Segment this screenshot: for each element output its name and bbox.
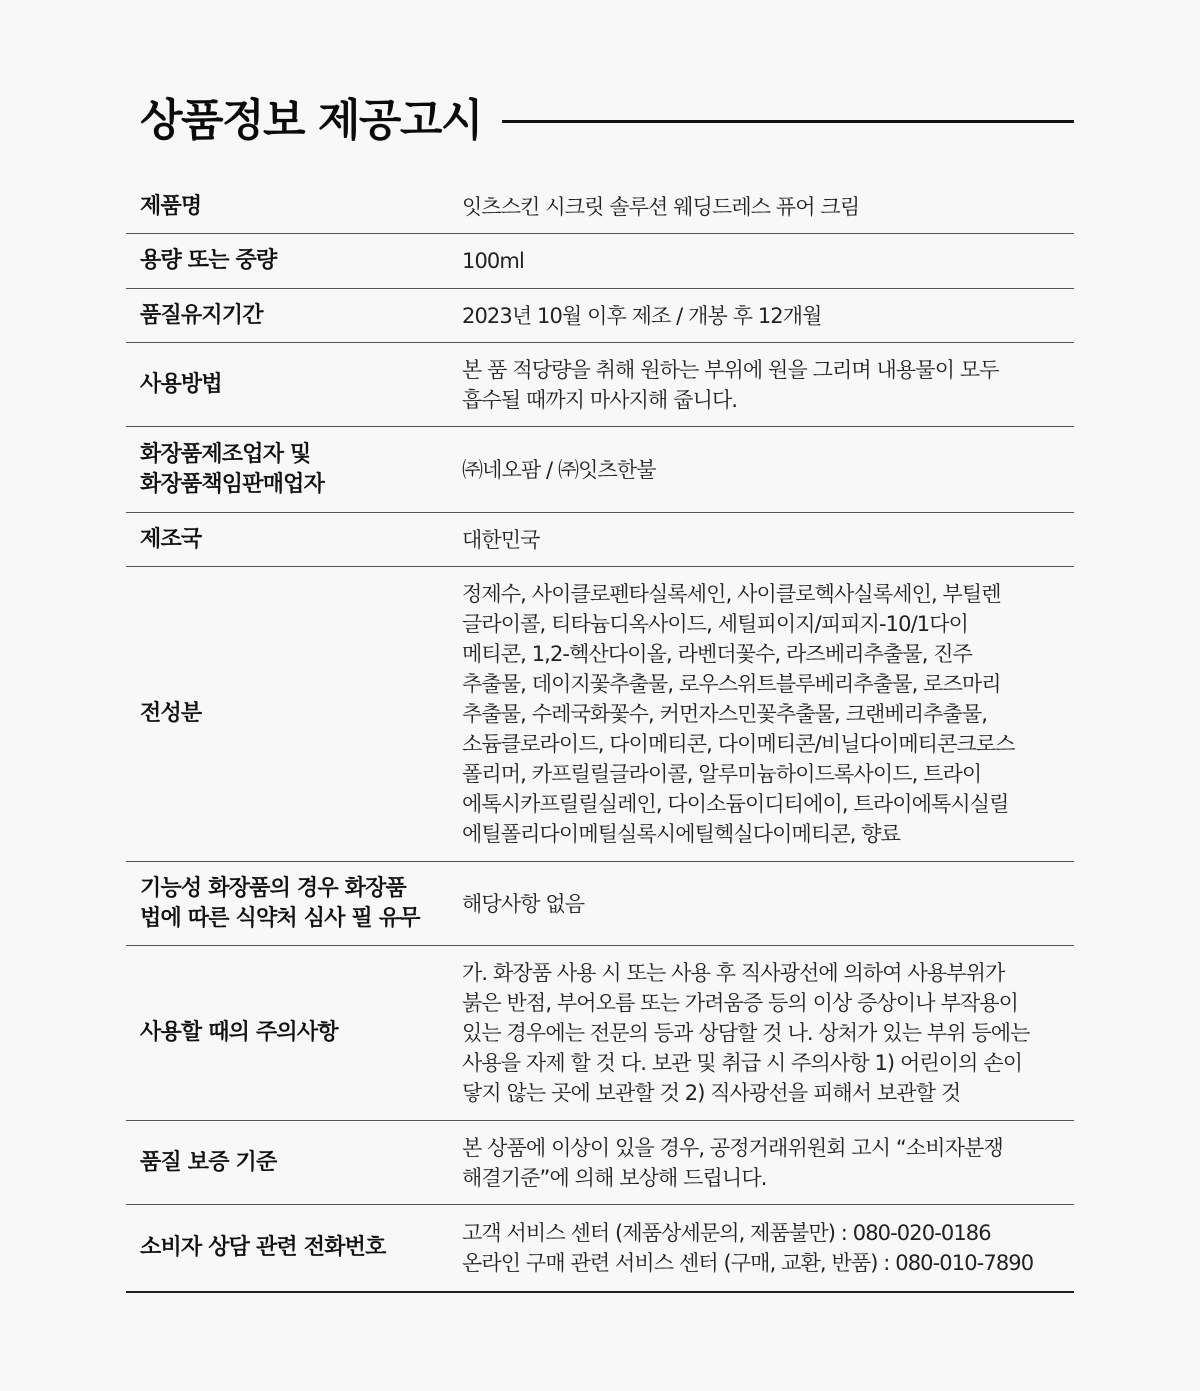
- row-value: 가. 화장품 사용 시 또는 사용 후 직사광선에 의하여 사용부위가 붉은 반점, 부어오름 또는 가려움증 등의 이상 증상이나 부작용이 있는 경우에는 전문의 등과 상담할 것 나. 상처가 있는 부위 등에는 사용을 자제 할 것 다. 보관 및 취급 시 주의사항 1) 어린이의 손이 닿지 않는 곳에 보관할 것 2) 직사광선을 피해서 보관할 것: [462, 961, 1030, 1105]
- page-title: 상품정보 제공고시: [140, 95, 482, 146]
- row-value: 정제수, 사이클로펜타실록세인, 사이클로헥사실록세인, 부틸렌 글라이콜, 티타늄디옥사이드, 세틸피이지/피피지-10/1다이 메티콘, 1,2-헥산다이올, 라벤더꽃수, 라즈베리추출물, 진주 추출물, 데이지꽃추출물, 로우스위트블루베리추출물, 로즈마리 추출물, 수레국화꽃수, 커먼자스민꽃추출물, 크랜베리추출물, 소듐클로라이드, 다이메티콘, 다이메티콘/비닐다이메티콘크로스 폴리머, 카프릴릴글라이콜, 알루미늄하이드록사이드, 트라이 에톡시카프릴릴실레인, 다이소듐이디티에이, 트라이에톡시실릴 에틸폴리다이메틸실록시에틸헥실다이메티콘, 향료: [462, 582, 1015, 846]
- table-row-quality-guarantee: [126, 1121, 1074, 1205]
- row-label: 화장품제조업자 및 화장품책임판매업자: [140, 441, 325, 497]
- row-value: 본 품 적당량을 취해 원하는 부위에 원을 그리며 내용물이 모두 흡수될 때까지 마사지해 줍니다.: [462, 357, 999, 412]
- row-label: 품질 보증 기준: [140, 1149, 277, 1175]
- table-row-manufacturer: [126, 427, 1074, 513]
- row-value: ㈜네오팜 / ㈜잇츠한불: [462, 457, 656, 482]
- row-value: 100ml: [462, 249, 524, 273]
- row-value: 고객 서비스 센터 (제품상세문의, 제품불만) : 080-020-0186 온라인 구매 관련 서비스 센터 (구매, 교환, 반품) : 080-010-7890: [462, 1221, 1034, 1275]
- table-row-product-name: [126, 180, 1074, 234]
- table-row-volume: [126, 234, 1074, 289]
- table-row-shelf-life: [126, 289, 1074, 343]
- row-value: 대한민국: [462, 527, 540, 552]
- product-info-table: [126, 180, 1074, 1293]
- row-label: 품질유지기간: [140, 302, 263, 328]
- row-label: 전성분: [140, 701, 202, 726]
- table-row-country: [126, 513, 1074, 567]
- row-value: 해당사항 없음: [462, 891, 585, 916]
- row-value: 본 상품에 이상이 있을 경우, 공정거래위원회 고시 “소비자분쟁 해결기준”에 의해 보상해 드립니다.: [462, 1135, 1003, 1190]
- table-row-ingredients: [126, 567, 1074, 862]
- row-label: 제조국: [140, 526, 202, 552]
- table-row-usage: [126, 343, 1074, 427]
- row-label: 사용할 때의 주의사항: [140, 1020, 338, 1045]
- row-label: 기능성 화장품의 경우 화장품 법에 따른 식약처 심사 필 유무: [140, 875, 420, 931]
- table-row-precautions: [126, 946, 1074, 1121]
- header: [140, 88, 1074, 154]
- title-divider: [502, 120, 1074, 123]
- row-value: 2023년 10월 이후 제조 / 개봉 후 12개월: [462, 303, 822, 328]
- table-row-contact: [126, 1205, 1074, 1291]
- row-label: 사용방법: [140, 371, 222, 397]
- row-label: 제품명: [140, 193, 202, 219]
- row-label: 용량 또는 중량: [140, 248, 277, 273]
- table-row-functional-cosmetic: [126, 862, 1074, 946]
- row-label: 소비자 상담 관련 전화번호: [140, 1235, 386, 1260]
- row-value: 잇츠스킨 시크릿 솔루션 웨딩드레스 퓨어 크림: [462, 194, 860, 219]
